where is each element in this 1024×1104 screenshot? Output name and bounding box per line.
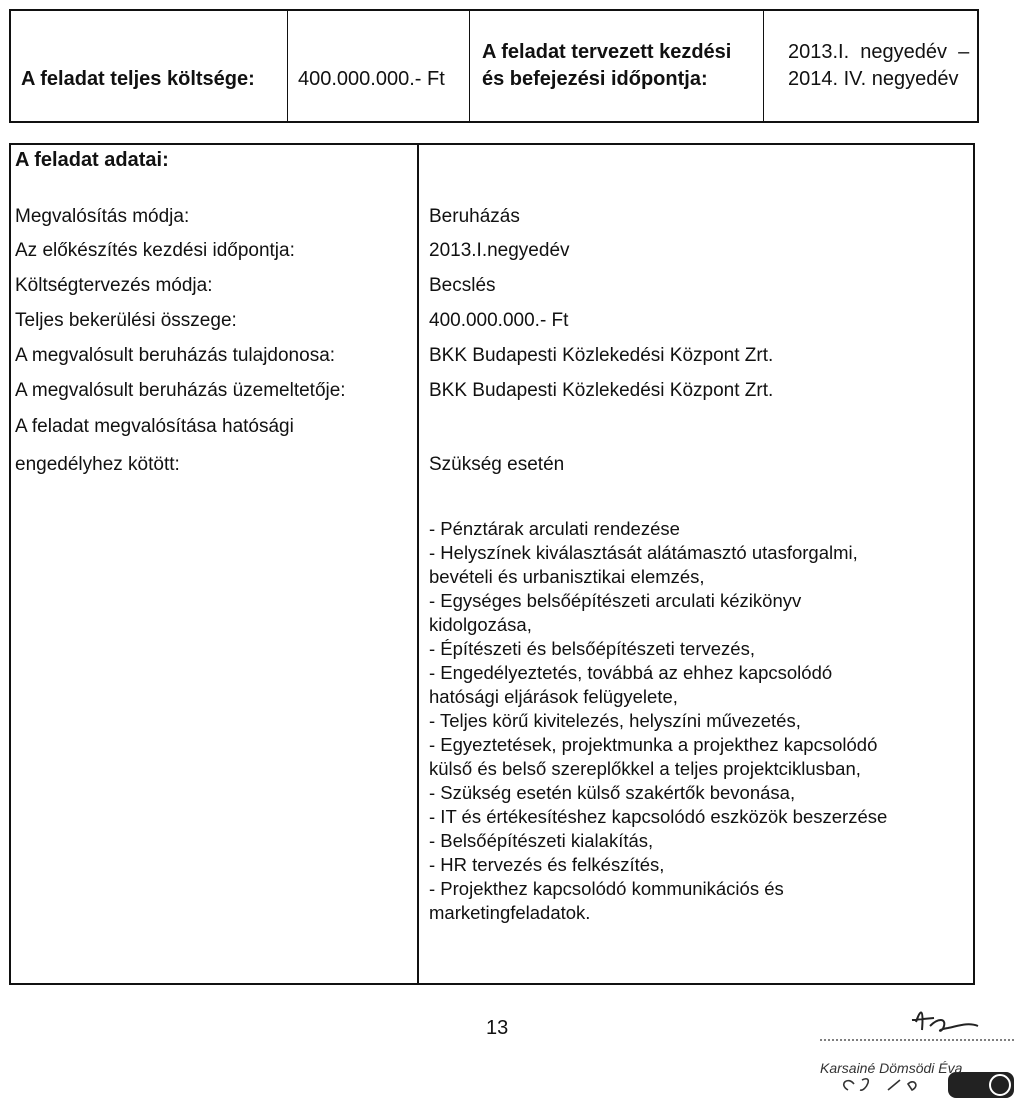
task-list-item: - IT és értékesítéshez kapcsolódó eszközök beszerzése <box>429 806 888 827</box>
row-value: BKK Budapesti Közlekedési Központ Zrt. <box>429 380 774 401</box>
row-value: Szükség esetén <box>429 454 565 475</box>
task-list-item: - Egyeztetések, projektmunka a projekthez kapcsolódó <box>429 734 878 755</box>
task-list-item: hatósági eljárások felügyelete, <box>429 686 678 707</box>
signer-name: Karsainé Dömsödi Éva <box>820 1060 963 1076</box>
schedule-label-line1: A feladat tervezett kezdési <box>482 41 732 63</box>
task-list-item: - Helyszínek kiválasztását alátámasztó utasforgalmi, <box>429 542 858 563</box>
row-value: Becslés <box>429 275 496 296</box>
row-label: Megvalósítás módja: <box>15 206 190 227</box>
details-title: A feladat adatai: <box>15 149 169 171</box>
cost-label-cell <box>11 11 287 121</box>
row-label: A megvalósult beruházás üzemeltetője: <box>15 380 346 401</box>
task-list-item: - Egységes belsőépítészeti arculati kézikönyv <box>429 590 802 611</box>
task-list-item: - Engedélyeztetés, továbbá az ehhez kapcsolódó <box>429 662 833 683</box>
cost-value-cell <box>287 11 469 121</box>
row-label: Teljes bekerülési összege: <box>15 310 237 331</box>
details-table <box>9 143 975 985</box>
task-list-item: bevételi és urbanisztikai elemzés, <box>429 566 705 587</box>
cost-value: 400.000.000.- Ft <box>298 68 445 90</box>
row-label: engedélyhez kötött: <box>15 454 180 475</box>
schedule-value-line2: 2014. IV. negyedév <box>788 68 959 90</box>
row-value: BKK Budapesti Közlekedési Központ Zrt. <box>429 345 774 366</box>
row-label: A megvalósult beruházás tulajdonosa: <box>15 345 336 366</box>
task-list-item: kidolgozása, <box>429 614 532 635</box>
cost-label: A feladat teljes költsége: <box>21 68 255 90</box>
task-list-item: - Belsőépítészeti kialakítás, <box>429 830 654 851</box>
schedule-value-line1: 2013.I. negyedév – <box>788 41 970 63</box>
schedule-label-cell <box>469 11 763 121</box>
row-label: A feladat megvalósítása hatósági <box>15 416 294 437</box>
row-value: 400.000.000.- Ft <box>429 310 569 331</box>
row-value: Beruházás <box>429 206 520 227</box>
row-label: Az előkészítés kezdési időpontja: <box>15 240 295 261</box>
task-list-item: - HR tervezés és felkészítés, <box>429 854 665 875</box>
row-label: Költségtervezés módja: <box>15 275 213 296</box>
row-value: 2013.I.negyedév <box>429 240 570 261</box>
schedule-label-line2: és befejezési időpontja: <box>482 68 708 90</box>
task-list-item: marketingfeladatok. <box>429 902 591 923</box>
task-list-item: - Építészeti és belsőépítészeti tervezés, <box>429 638 755 659</box>
handwritten-signature <box>808 1000 1018 1102</box>
task-list <box>429 517 969 925</box>
page-number: 13 <box>486 1017 509 1039</box>
summary-table <box>9 9 979 123</box>
task-list-item: külső és belső szereplőkkel a teljes projektciklusban, <box>429 758 861 779</box>
schedule-value-cell <box>763 11 977 121</box>
task-list-item: - Projekthez kapcsolódó kommunikációs és <box>429 878 784 899</box>
column-divider <box>417 145 419 983</box>
task-list-item: - Szükség esetén külső szakértők bevonása, <box>429 782 796 803</box>
task-list-item: - Pénztárak arculati rendezése <box>429 518 680 539</box>
task-list-item: - Teljes körű kivitelezés, helyszíni művezetés, <box>429 710 801 731</box>
